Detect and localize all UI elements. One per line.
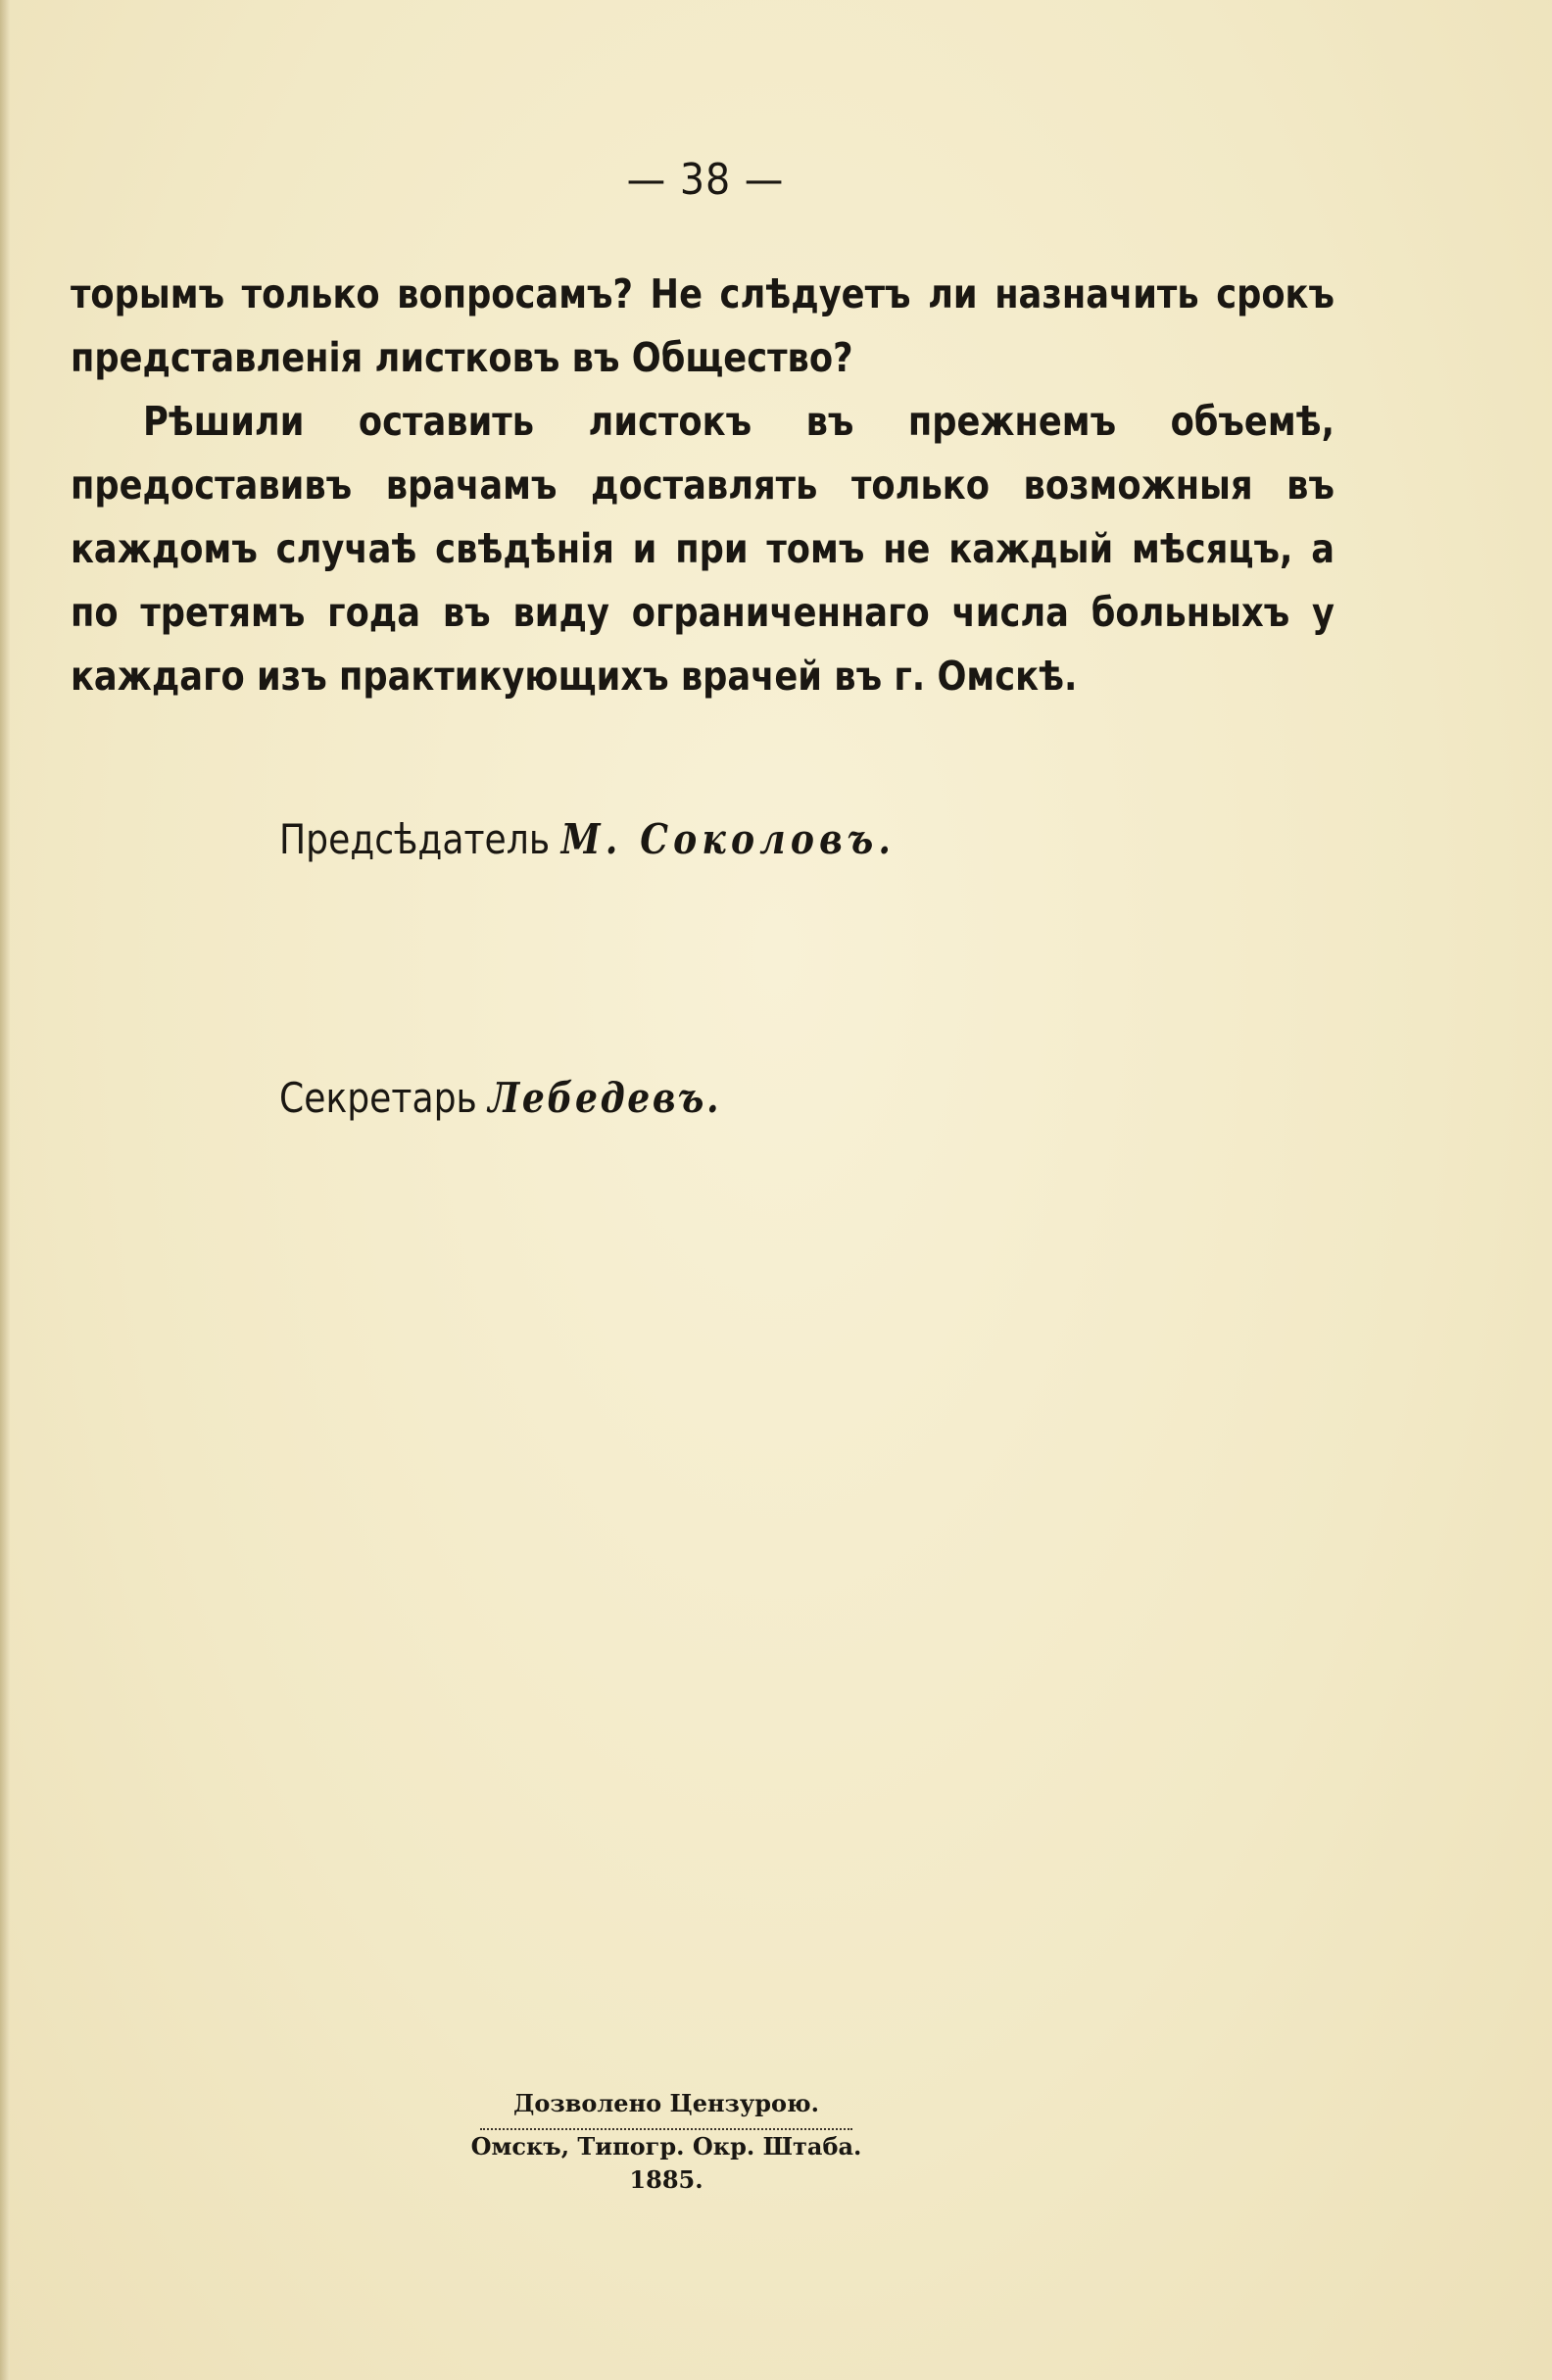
chairman-title: Предсѣдатель bbox=[279, 815, 551, 863]
printer-note: Омскъ, Типогр. Окр. Штаба. bbox=[470, 2132, 862, 2161]
page-number: — 38 — bbox=[626, 155, 785, 205]
secretary-name: Лебедевъ. bbox=[488, 1074, 722, 1122]
imprint bbox=[461, 2087, 872, 2197]
paragraph-2: Рѣшили оставить листокъ въ прежнемъ объемѣ, предоставивъ врачамъ доставлять только возможныя въ каждомъ случаѣ свѣдѣнія и при томъ не каждый мѣсяцъ, а по третямъ года въ виду ограниченнаго числа больныхъ у каждаго изъ практикующихъ врачей въ г. Омскѣ. bbox=[71, 398, 1335, 700]
imprint-year: 1885. bbox=[629, 2165, 703, 2194]
chairman-signature bbox=[279, 815, 896, 863]
paragraph-1: торымъ только вопросамъ? Не слѣдуетъ ли назначить срокъ представленія листковъ въ Общество? bbox=[71, 270, 1334, 381]
page-binding-edge bbox=[0, 0, 10, 2380]
imprint-divider bbox=[480, 2120, 852, 2130]
secretary-title: Секретарь bbox=[279, 1074, 477, 1122]
secretary-signature bbox=[279, 1074, 721, 1122]
censorship-note: Дозволено Цензурою. bbox=[513, 2089, 819, 2117]
chairman-name: М. Соколовъ. bbox=[560, 815, 897, 863]
body-text bbox=[71, 263, 1334, 708]
